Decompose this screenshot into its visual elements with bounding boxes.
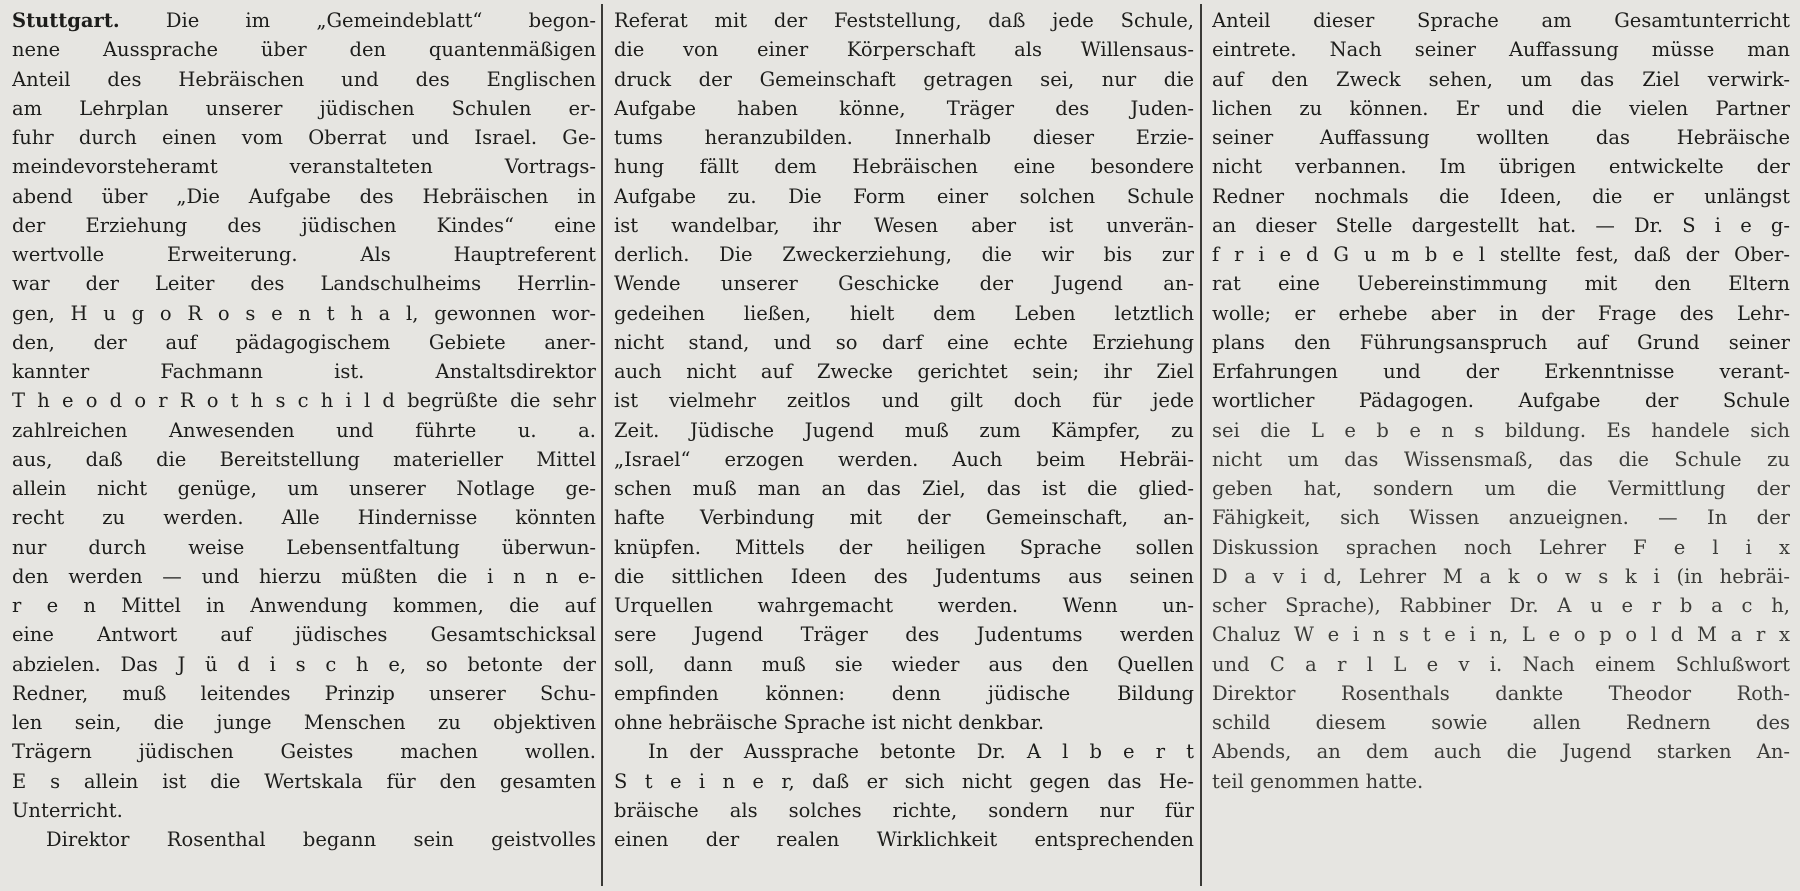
article-line: empfinden können: denn jüdische Bildung (614, 681, 1194, 705)
article-line: meindevorsteheramt veranstalteten Vortrags- (12, 155, 596, 179)
article-line: len sein, die junge Menschen zu objektiven (12, 711, 596, 734)
article-line: Anteil dieser Sprache am Gesamtunterricht (1212, 9, 1790, 32)
article-line: an dieser Stelle dargestellt hat. — Dr. S i e g- (1212, 213, 1790, 237)
article-line: derlich. Die Zweckerziehung, die wir bis zur (614, 243, 1194, 266)
article-line: Diskussion sprachen noch Lehrer F e l i x (1212, 535, 1790, 559)
article-line: lichen zu können. Er und die vielen Partner (1212, 96, 1790, 120)
article-line: zahlreichen Anwesenden und führte u. a. (12, 418, 596, 442)
article-line: schild diesem sowie allen Rednern des (1212, 711, 1790, 734)
article-line: Aufgabe haben könne, Träger des Juden- (614, 96, 1194, 120)
article-line: ist wandelbar, ihr Wesen aber ist unverän- (614, 213, 1194, 237)
article-line: Erfahrungen und der Erkenntnisse verant- (1212, 360, 1790, 383)
article-line: wertvolle Erweiterung. Als Hauptreferent (12, 243, 596, 266)
article-line: Direktor Rosenthals dankte Theodor Roth- (1212, 681, 1790, 705)
article-line: nicht verbannen. Im übrigen entwickelte der (1212, 155, 1790, 179)
article-line: die von einer Körperschaft als Willensaus- (614, 38, 1194, 62)
article-line: Redner, muß leitendes Prinzip unserer Schu- (12, 681, 596, 705)
article-line: Urquellen wahrgemacht werden. Wenn un- (614, 594, 1194, 617)
article-line: Aufgabe zu. Die Form einer solchen Schule (614, 184, 1194, 208)
article-line: aus, daß die Bereitstellung materieller Mittel (12, 447, 596, 471)
article-line: den werden — und hierzu müßten die i n n e- (12, 564, 596, 588)
column-rule (601, 4, 603, 886)
article-line: tums heranzubilden. Innerhalb dieser Erzie- (614, 126, 1194, 149)
article-line: f r i e d G u m b e l stellte fest, daß der Ober- (1212, 243, 1790, 266)
article-line: Unterricht. (12, 798, 123, 822)
article-line: schen muß man an das Ziel, das ist die glied- (614, 477, 1194, 500)
article-line: teil genommen hatte. (1212, 769, 1424, 793)
article-line: Chaluz W e i n s t e i n, L e o p o l d M a r x (1212, 623, 1790, 647)
column-rule (1200, 4, 1202, 886)
article-line: die sittlichen Ideen des Judentums aus seinen (614, 564, 1194, 588)
article-line: eine Antwort auf jüdisches Gesamtschicksal (12, 623, 596, 647)
article-line: recht zu werden. Alle Hindernisse könnten (12, 506, 596, 530)
article-line: wortlicher Pädagogen. Aufgabe der Schule (1212, 389, 1790, 413)
article-line: nicht um das Wissensmaß, das die Schule zu (1212, 447, 1790, 471)
article-line: Referat mit der Feststellung, daß jede Schule, (614, 9, 1194, 32)
article-line: Stuttgart. Die im „Gemeindeblatt“ begon- (12, 9, 596, 32)
article-column-2 (606, 6, 1198, 884)
article-line: In der Aussprache betonte Dr. A l b e r t (648, 740, 1194, 764)
article-line: Trägern jüdischen Geistes machen wollen. (12, 740, 596, 764)
article-line: allein nicht genüge, um unserer Notlage ge- (12, 477, 596, 500)
article-line: eintrete. Nach seiner Auffassung müsse man (1212, 38, 1790, 62)
article-line: Abends, an dem auch die Jugend starken An- (1212, 740, 1790, 764)
article-line: ist vielmehr zeitlos und gilt doch für jede (614, 389, 1194, 413)
article-line: kannter Fachmann ist. Anstaltsdirektor (12, 360, 596, 383)
article-line: abend über „Die Aufgabe des Hebräischen in (12, 184, 596, 208)
article-line: hafte Verbindung mit der Gemeinschaft, an- (614, 506, 1194, 530)
article-line: knüpfen. Mittels der heiligen Sprache sollen (614, 535, 1194, 559)
article-line: „Israel“ erzogen werden. Auch beim Hebräi- (614, 447, 1194, 471)
article-column-3 (1204, 6, 1794, 884)
article-line: D a v i d, Lehrer M a k o w s k i (in hebräi- (1212, 564, 1790, 588)
article-line: ohne hebräische Sprache ist nicht denkbar. (614, 711, 1045, 734)
article-line: Redner nochmals die Ideen, die er unlängst (1212, 184, 1790, 208)
article-line: war der Leiter des Landschulheims Herrlin- (12, 272, 596, 296)
article-line: wolle; er erhebe aber in der Frage des Lehr- (1212, 301, 1790, 325)
dateline: Stuttgart. (12, 9, 120, 32)
article-line: plans den Führungsanspruch auf Grund seiner (1212, 330, 1790, 354)
article-line: der Erziehung des jüdischen Kindes“ eine (12, 213, 596, 237)
article-line: gedeihen ließen, hielt dem Leben letztlich (614, 301, 1194, 325)
article-line: r e n Mittel in Anwendung kommen, die auf (12, 594, 596, 617)
article-line: soll, dann muß sie wieder aus den Quellen (614, 652, 1194, 676)
article-line: Anteil des Hebräischen und des Englischen (12, 67, 596, 91)
article-line: fuhr durch einen vom Oberrat und Israel. Ge- (12, 126, 596, 149)
article-line: abzielen. Das J ü d i s c h e, so betonte der (12, 652, 596, 676)
article-line: einen der realen Wirklichkeit entsprechenden (614, 828, 1194, 851)
article-line: druck der Gemeinschaft getragen sei, nur die (614, 67, 1194, 91)
article-line: seiner Auffassung wollten das Hebräische (1212, 126, 1790, 149)
article-line: den, der auf pädagogischem Gebiete aner- (12, 330, 596, 354)
article-line: Zeit. Jüdische Jugend muß zum Kämpfer, zu (614, 418, 1194, 442)
article-line: S t e i n e r, daß er sich nicht gegen das He- (614, 769, 1194, 793)
article-line: Direktor Rosenthal begann sein geistvolles (46, 828, 596, 851)
article-line: hung fällt dem Hebräischen eine besondere (614, 155, 1194, 179)
article-line: nene Aussprache über den quantenmäßigen (12, 38, 596, 62)
article-line: nur durch weise Lebensentfaltung überwun- (12, 535, 596, 559)
article-line: bräische als solches richte, sondern nur für (614, 798, 1194, 822)
article-line: auch nicht auf Zwecke gerichtet sein; ihr Ziel (614, 360, 1194, 383)
article-line: sere Jugend Träger des Judentums werden (614, 623, 1194, 647)
article-line: nicht stand, und so darf eine echte Erziehung (614, 330, 1194, 354)
article-line: auf den Zweck sehen, um das Ziel verwirk- (1212, 67, 1790, 91)
article-line: am Lehrplan unserer jüdischen Schulen er- (12, 96, 596, 120)
article-line: gen, H u g o R o s e n t h a l, gewonnen wor- (12, 301, 596, 325)
article-line: Fähigkeit, sich Wissen anzueignen. — In der (1212, 506, 1790, 530)
article-column-1 (6, 6, 600, 884)
article-line: E s allein ist die Wertskala für den gesamten (12, 769, 596, 793)
article-line: und C a r l L e v i. Nach einem Schlußwort (1212, 652, 1790, 676)
article-line: geben hat, sondern um die Vermittlung der (1212, 477, 1790, 500)
article-line: scher Sprache), Rabbiner Dr. A u e r b a c h, (1212, 594, 1790, 617)
article-line: Wende unserer Geschicke der Jugend an- (614, 272, 1194, 296)
article-line: sei die L e b e n s bildung. Es handele sich (1212, 418, 1790, 442)
article-line: T h e o d o r R o t h s c h i l d begrüßte die sehr (12, 389, 596, 413)
article-line: rat eine Uebereinstimmung mit den Eltern (1212, 272, 1790, 296)
